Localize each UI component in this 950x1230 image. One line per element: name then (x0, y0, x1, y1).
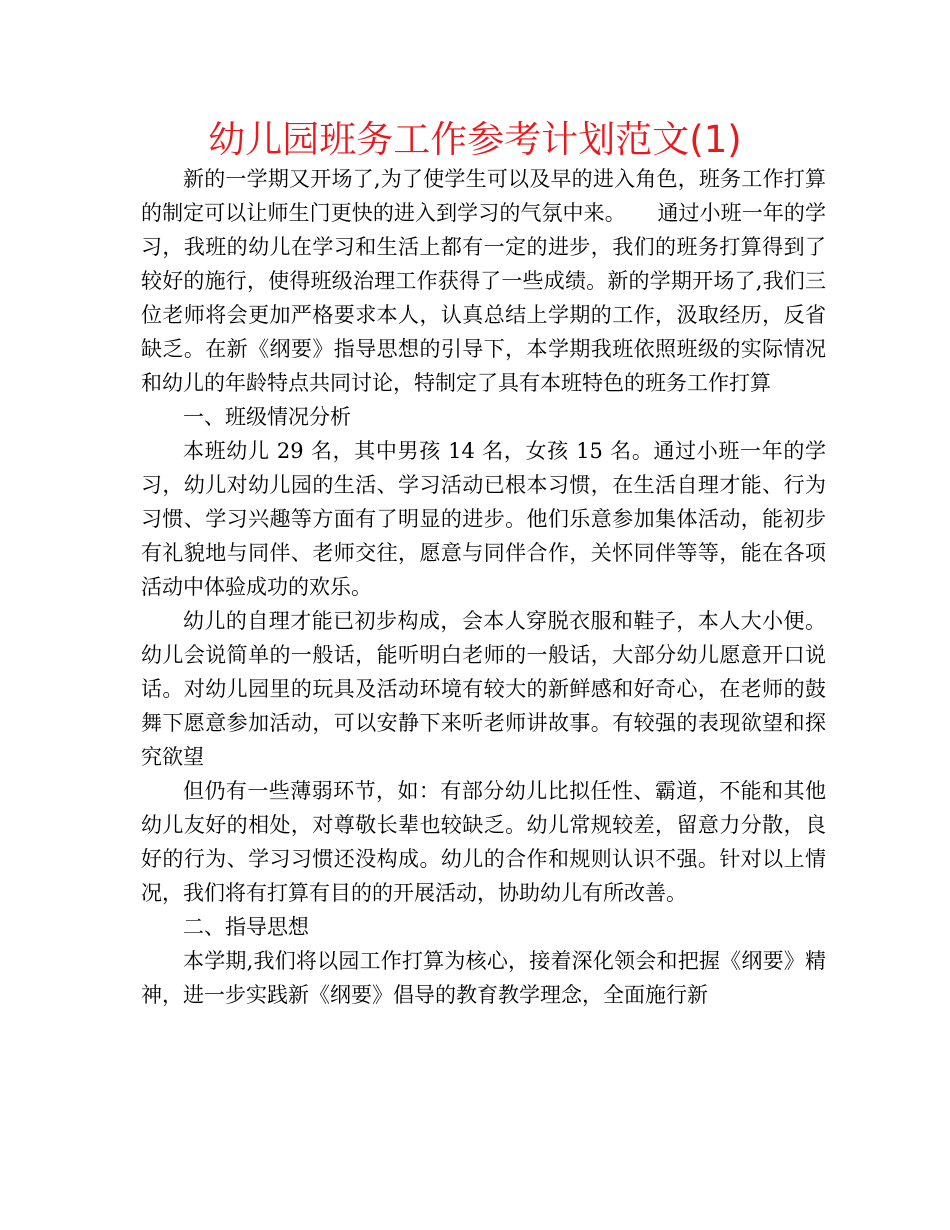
document-body (141, 162, 826, 1012)
paragraph-weaknesses: 但仍有一些薄弱环节，如：有部分幼儿比拟任性、霸道，不能和其他幼儿友好的相处，对尊敬长辈也较缺乏。幼儿常规较差，留意力分散，良好的行为、学习习惯还没构成。幼儿的合作和规则认识不强。针对以上情况，我们将有打算有目的的开展活动，协助幼儿有所改善。 (141, 779, 826, 905)
paragraph-intro: 新的一学期又开场了,为了使学生可以及早的进入角色，班务工作打算的制定可以让师生门更快的进入到学习的气氛中来。 通过小班一年的学习，我班的幼儿在学习和生活上都有一定的进步，我们的班务打算得到了较好的施行，使得班级治理工作获得了一些成绩。新的学期开场了,我们三位老师将会更加严格要求本人，认真总结上学期的工作，汲取经历，反省缺乏。在新《纲要》指导思想的引导下，本学期我班依照班级的实际情况和幼儿的年龄特点共同讨论，特制定了具有本班特色的班务工作打算 (141, 167, 826, 395)
section-heading-guiding-ideas: 二、指导思想 (183, 915, 309, 939)
paragraph-guiding-ideas: 本学期,我们将以园工作打算为核心，接着深化领会和把握《纲要》精神，进一步实践新《纲要》倡导的教育教学理念，全面施行新 (141, 949, 826, 1007)
paragraph-class-overview: 本班幼儿 29 名，其中男孩 14 名，女孩 15 名。通过小班一年的学习，幼儿对幼儿园的生活、学习活动已根本习惯，在生活自理才能、行为习惯、学习兴趣等方面有了明显的进步。他们乐意参加集体活动，能初步有礼貌地与同伴、老师交往，愿意与同伴合作，关怀同伴等等，能在各项活动中体验成功的欢乐。 (141, 439, 826, 599)
paragraph-self-care: 幼儿的自理才能已初步构成，会本人穿脱衣服和鞋子，本人大小便。幼儿会说简单的一般话，能听明白老师的一般话，大部分幼儿愿意开口说话。对幼儿园里的玩具及活动环境有较大的新鲜感和好奇心，在老师的鼓舞下愿意参加活动，可以安静下来听老师讲故事。有较强的表现欲望和探究欲望 (141, 609, 826, 769)
section-heading-class-analysis: 一、班级情况分析 (183, 405, 351, 429)
document-title: 幼儿园班务工作参考计划范文(1) (208, 118, 742, 161)
